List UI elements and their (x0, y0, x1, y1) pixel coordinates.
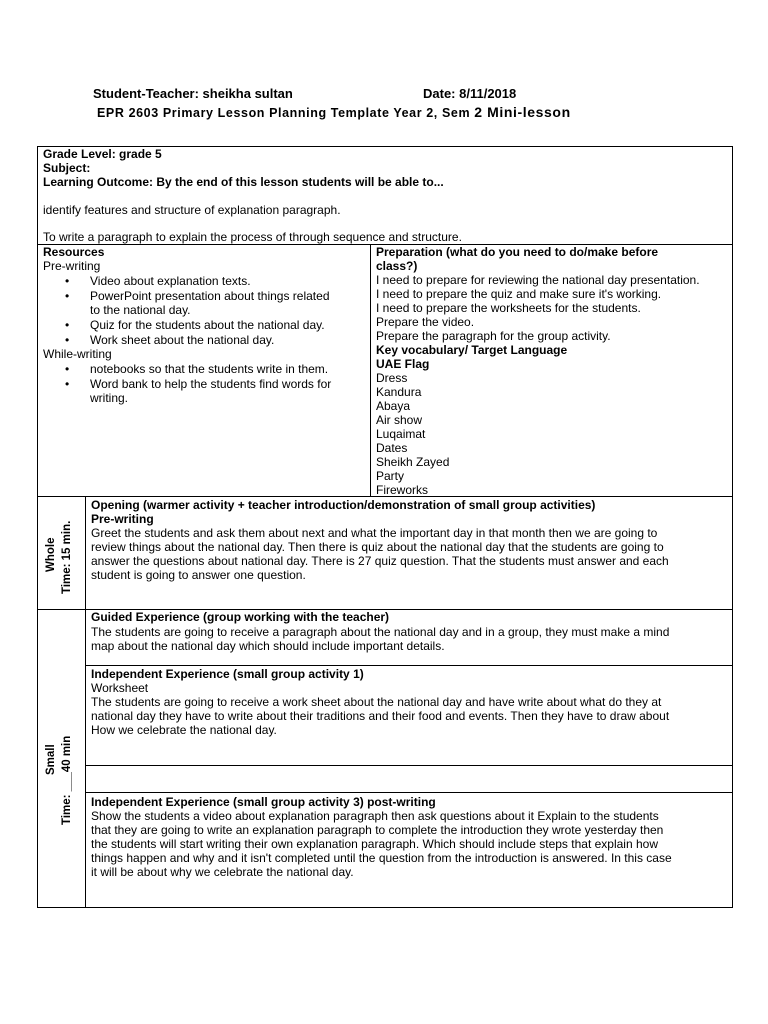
opening-line: Greet the students and ask them about next and what the important day in that month then we are going to (91, 526, 658, 540)
opening-description (91, 526, 669, 582)
independent-3-line: it will be about why we celebrate the national day. (91, 865, 354, 879)
vocabulary-word: UAE Flag (376, 357, 430, 371)
whole-label: Whole (45, 537, 57, 572)
vocabulary-word: Sheikh Zayed (376, 455, 450, 469)
small-time-label: Time: ___40 min (61, 735, 73, 825)
independent-3-line: Show the students a video about explanation paragraph then ask questions about it Explain to the students (91, 809, 659, 823)
divider-blank (85, 792, 733, 793)
table-border-left (37, 146, 38, 908)
opening-line: answer the questions about national day. There is 27 quiz question. That the students must answer and each (91, 554, 669, 568)
pre-writing-resource-item-text: Work sheet about the national day. (90, 333, 275, 347)
pre-writing-resource-item (43, 318, 368, 332)
divider-time-column (85, 496, 86, 908)
preparation-item: Prepare the paragraph for the group activity. (376, 329, 611, 343)
vocabulary-word: Fireworks (376, 483, 429, 497)
vocabulary-word: Air show (376, 413, 423, 427)
date-label: Date: 8/11/2018 (423, 86, 517, 101)
independent-3-heading: Independent Experience (small group activity 3) post-writing (91, 795, 436, 809)
preparation-item: I need to prepare the quiz and make sure it's working. (376, 287, 662, 301)
learning-outcome-2: To write a paragraph to explain the process of through sequence and structure. (43, 230, 462, 244)
independent-3-line: that they are going to write an explanation paragraph to complete the introduction they wrote yesterday then (91, 823, 664, 837)
template-title-main: EPR 2603 Primary Lesson Planning Template Year 2, Sem (97, 106, 471, 120)
preparation-heading: Preparation (what do you need to do/make before (376, 245, 659, 259)
preparation-item: I need to prepare for reviewing the national day presentation. (376, 273, 700, 287)
subject-label: Subject: (43, 161, 91, 175)
pre-writing-subheading: Pre-writing (91, 512, 154, 526)
independent-3-line: things happen and why and it isn't completed until the question from the introduction is answered. In this case (91, 851, 672, 865)
student-teacher-label: Student-Teacher: sheikha sultan (93, 86, 293, 101)
opening-heading: Opening (warmer activity + teacher introduction/demonstration of small group activities) (91, 498, 596, 512)
while-writing-label: While-writing (43, 347, 112, 361)
while-writing-resource-item-text: writing. (90, 391, 129, 405)
independent-1-line: The students are going to receive a work sheet about the national day and have write about what do they at (91, 695, 662, 709)
vocabulary-word: Kandura (376, 385, 422, 399)
independent-1-line: national day they have to write about their traditions and their food and events. Then they have to draw about (91, 709, 670, 723)
preparation-heading-cont: class?) (376, 259, 418, 273)
guided-heading: Guided Experience (group working with the teacher) (91, 610, 390, 624)
vocabulary-word: Dress (376, 371, 408, 385)
guided-line: map about the national day which should include important details. (91, 639, 445, 653)
independent-1-subheading: Worksheet (91, 681, 149, 695)
independent-1-heading: Independent Experience (small group activity 1) (91, 667, 364, 681)
pre-writing-resource-item (43, 274, 368, 288)
pre-writing-label: Pre-writing (43, 259, 101, 273)
vocabulary-word: Party (376, 469, 405, 483)
template-title-suffix: 2 Mini-lesson (474, 104, 571, 120)
vocabulary-heading: Key vocabulary/ Target Language (376, 343, 568, 357)
independent-1-line: How we celebrate the national day. (91, 723, 277, 737)
while-writing-resource-item (43, 362, 368, 376)
preparation-item: Prepare the video. (376, 315, 475, 329)
opening-line: review things about the national day. Then there is quiz about the national day that the students are going to (91, 540, 664, 554)
pre-writing-resource-item-text: Video about explanation texts. (90, 274, 251, 288)
preparation-list (376, 273, 700, 343)
preparation-item: I need to prepare the worksheets for the students. (376, 301, 641, 315)
divider-ind1 (85, 765, 733, 766)
divider-guided (85, 665, 733, 666)
while-writing-resource-item-text: Word bank to help the students find words for (90, 377, 332, 391)
template-title (97, 104, 571, 120)
while-writing-resource-list (43, 362, 368, 406)
independent-3-line: the students will start writing their own explanation paragraph. Which should include steps that explain how (91, 837, 658, 851)
guided-description (91, 625, 669, 653)
whole-time-label: Time: 15 min. (61, 520, 73, 594)
table-border-right (732, 146, 733, 908)
pre-writing-resource-item-text: PowerPoint presentation about things related (90, 289, 330, 303)
pre-writing-resource-list (43, 274, 368, 348)
pre-writing-resource-item (43, 289, 368, 317)
pre-writing-resource-item (43, 333, 368, 347)
independent-3-description (91, 809, 672, 879)
vocabulary-word: Luqaimat (376, 427, 426, 441)
divider-resources-prep (370, 244, 371, 496)
opening-line: student is going to answer one question. (91, 568, 306, 582)
vocabulary-word: Abaya (376, 399, 411, 413)
while-writing-resource-item (43, 377, 368, 405)
pre-writing-resource-item-text: to the national day. (90, 303, 191, 317)
learning-outcome-1: identify features and structure of explanation paragraph. (43, 203, 341, 217)
table-border-bottom (37, 907, 733, 908)
resources-heading: Resources (43, 245, 105, 259)
grade-level: Grade Level: grade 5 (43, 147, 162, 161)
pre-writing-resource-item-text: Quiz for the students about the national day. (90, 318, 325, 332)
independent-1-description (91, 695, 669, 737)
learning-outcome-label: Learning Outcome: By the end of this lesson students will be able to... (43, 175, 444, 189)
small-label: Small (45, 744, 57, 775)
while-writing-resource-item-text: notebooks so that the students write in them. (90, 362, 329, 376)
guided-line: The students are going to receive a paragraph about the national day and in a group, they must make a mind (91, 625, 670, 639)
vocabulary-word: Dates (376, 441, 408, 455)
vocabulary-list (376, 357, 449, 497)
